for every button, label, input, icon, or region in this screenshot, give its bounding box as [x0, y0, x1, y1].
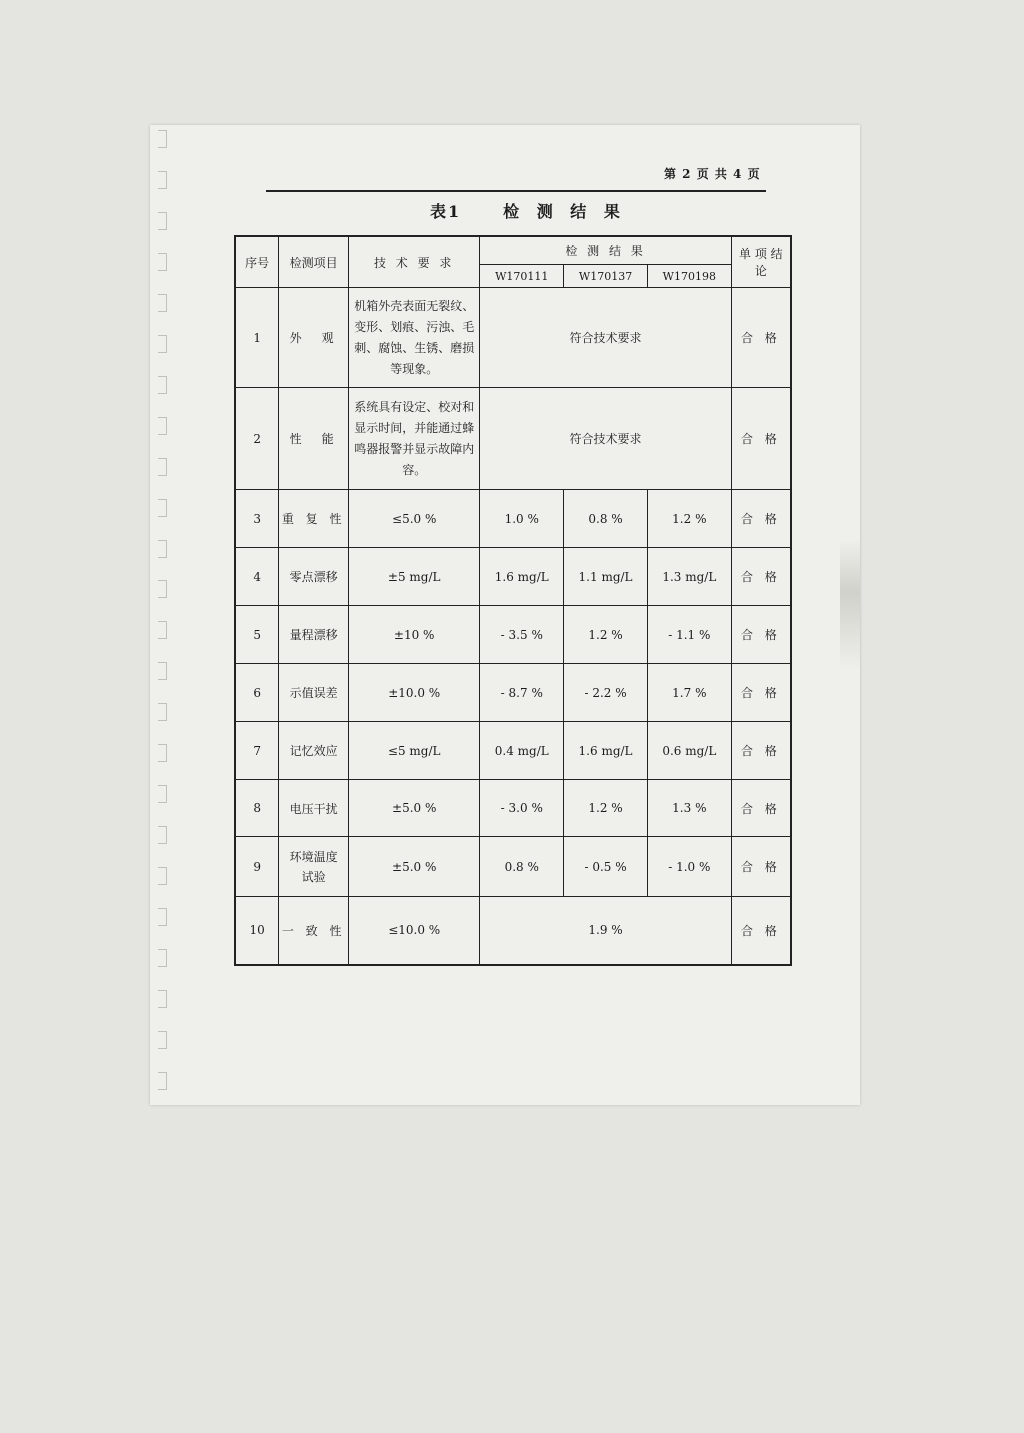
- row-result: 1.9 %: [480, 897, 731, 965]
- table-row: [235, 548, 791, 606]
- row-value-1: - 3.0 %: [480, 780, 564, 837]
- row-value-2: - 2.2 %: [564, 664, 648, 722]
- row-item: 性 能: [279, 388, 349, 490]
- row-value-3: - 1.0 %: [647, 837, 731, 897]
- row-item: 一 致 性: [279, 897, 349, 965]
- row-item: 记忆效应: [279, 722, 349, 780]
- row-conclusion: 合 格: [731, 780, 791, 837]
- table-row: [235, 837, 791, 897]
- row-no: 6: [235, 664, 279, 722]
- table-row: [235, 897, 791, 965]
- header-conclusion: 单 项 结 论: [731, 236, 791, 288]
- table-row: [235, 664, 791, 722]
- row-item: 示值误差: [279, 664, 349, 722]
- row-requirement: 机箱外壳表面无裂纹、变形、划痕、污浊、毛刺、腐蚀、生锈、磨损等现象。: [349, 288, 480, 388]
- row-requirement: ≤5.0 %: [349, 490, 480, 548]
- row-value-1: 0.8 %: [480, 837, 564, 897]
- row-item: 重 复 性: [279, 490, 349, 548]
- table-row: [235, 722, 791, 780]
- row-value-2: - 0.5 %: [564, 837, 648, 897]
- row-value-2: 1.6 mg/L: [564, 722, 648, 780]
- header-item: 检测项目: [279, 236, 349, 288]
- header-no: 序号: [235, 236, 279, 288]
- row-item: 外 观: [279, 288, 349, 388]
- row-requirement: ±5.0 %: [349, 780, 480, 837]
- header-row: [235, 236, 791, 265]
- table-row: [235, 780, 791, 837]
- row-value-3: 1.2 %: [647, 490, 731, 548]
- row-value-3: 1.7 %: [647, 664, 731, 722]
- header-requirement: 技 术 要 求: [349, 236, 480, 288]
- row-no: 10: [235, 897, 279, 965]
- row-no: 7: [235, 722, 279, 780]
- row-item: 电压干扰: [279, 780, 349, 837]
- row-result: 符合技术要求: [480, 388, 731, 490]
- row-conclusion: 合 格: [731, 722, 791, 780]
- header-sample-2: W170137: [564, 265, 648, 288]
- row-requirement: ≤10.0 %: [349, 897, 480, 965]
- row-value-1: - 3.5 %: [480, 606, 564, 664]
- row-value-2: 1.2 %: [564, 780, 648, 837]
- row-conclusion: 合 格: [731, 897, 791, 965]
- binding-holes: [158, 130, 178, 1090]
- table-caption: [430, 199, 626, 222]
- row-no: 2: [235, 388, 279, 490]
- row-value-2: 1.1 mg/L: [564, 548, 648, 606]
- row-no: 4: [235, 548, 279, 606]
- table-row: [235, 490, 791, 548]
- row-conclusion: 合 格: [731, 606, 791, 664]
- row-no: 3: [235, 490, 279, 548]
- row-value-3: 1.3 %: [647, 780, 731, 837]
- page-number: 第 2 页 共 4 页: [664, 167, 761, 181]
- row-requirement: ±5 mg/L: [349, 548, 480, 606]
- row-no: 9: [235, 837, 279, 897]
- header-results: 检 测 结 果: [480, 236, 731, 265]
- edge-mark: [840, 540, 860, 670]
- row-result: 符合技术要求: [480, 288, 731, 388]
- row-value-1: 0.4 mg/L: [480, 722, 564, 780]
- row-item: 环境温度试验: [279, 837, 349, 897]
- results-table: [234, 235, 792, 966]
- table-row: [235, 388, 791, 490]
- table-title: 检 测 结 果: [503, 202, 626, 221]
- row-value-3: - 1.1 %: [647, 606, 731, 664]
- table-label: 表1: [430, 202, 462, 221]
- row-no: 8: [235, 780, 279, 837]
- row-conclusion: 合 格: [731, 664, 791, 722]
- row-value-2: 1.2 %: [564, 606, 648, 664]
- header-rule: [266, 190, 766, 192]
- row-item: 零点漂移: [279, 548, 349, 606]
- row-requirement: ±10 %: [349, 606, 480, 664]
- row-conclusion: 合 格: [731, 288, 791, 388]
- header-sample-3: W170198: [647, 265, 731, 288]
- row-value-3: 0.6 mg/L: [647, 722, 731, 780]
- row-requirement: ≤5 mg/L: [349, 722, 480, 780]
- row-conclusion: 合 格: [731, 548, 791, 606]
- row-requirement: 系统具有设定、校对和显示时间，并能通过蜂鸣器报警并显示故障内容。: [349, 388, 480, 490]
- row-value-1: - 8.7 %: [480, 664, 564, 722]
- row-item: 量程漂移: [279, 606, 349, 664]
- row-value-1: 1.6 mg/L: [480, 548, 564, 606]
- header-sample-1: W170111: [480, 265, 564, 288]
- row-conclusion: 合 格: [731, 490, 791, 548]
- row-conclusion: 合 格: [731, 388, 791, 490]
- table-row: [235, 606, 791, 664]
- row-value-2: 0.8 %: [564, 490, 648, 548]
- row-value-1: 1.0 %: [480, 490, 564, 548]
- table-row: [235, 288, 791, 388]
- row-conclusion: 合 格: [731, 837, 791, 897]
- row-requirement: ±10.0 %: [349, 664, 480, 722]
- row-no: 5: [235, 606, 279, 664]
- row-requirement: ±5.0 %: [349, 837, 480, 897]
- row-no: 1: [235, 288, 279, 388]
- row-value-3: 1.3 mg/L: [647, 548, 731, 606]
